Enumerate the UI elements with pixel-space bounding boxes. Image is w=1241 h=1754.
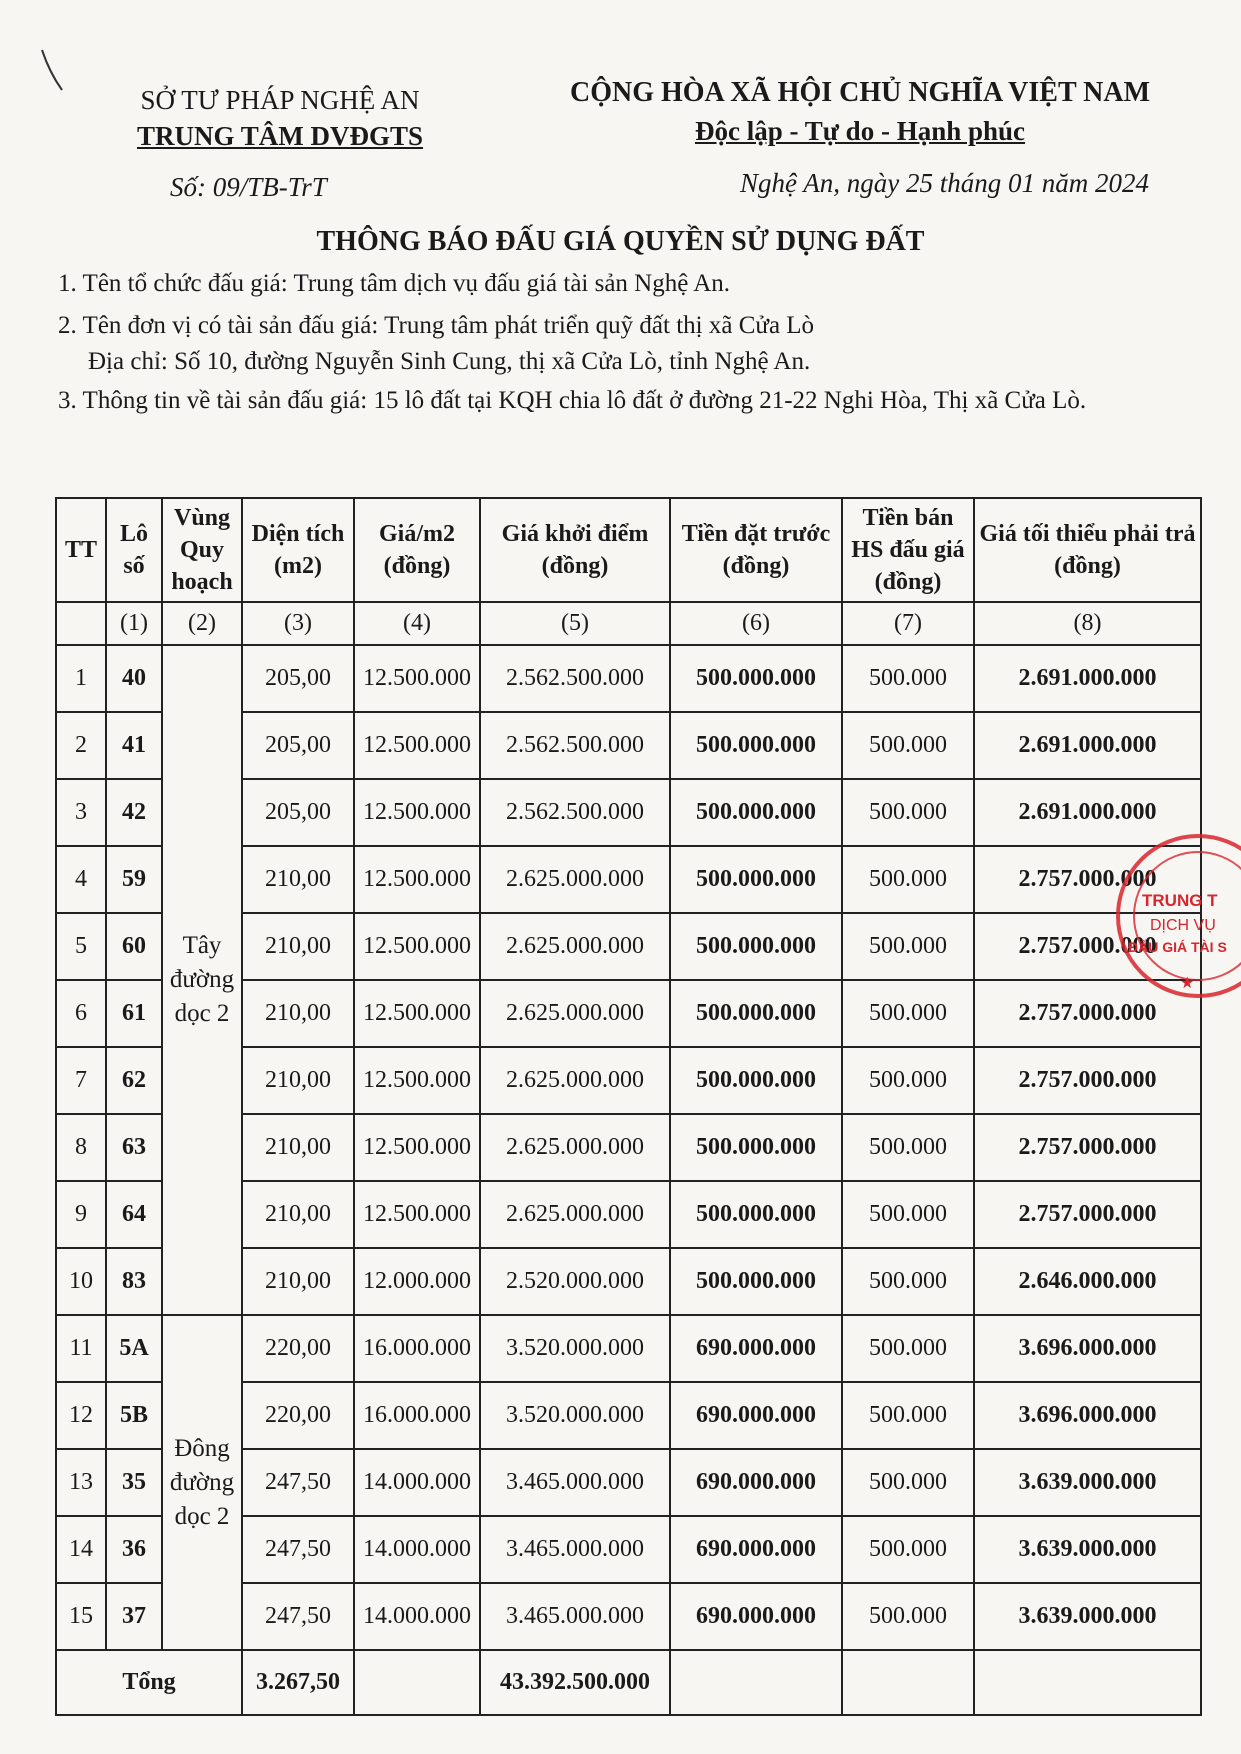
cell-tt: 5 [56, 913, 106, 980]
col-number-empty [56, 602, 106, 645]
col-header-min-payment: Giá tối thiểu phải trả (đồng) [974, 498, 1201, 602]
col-number: (3) [242, 602, 354, 645]
cell-lot: 37 [106, 1583, 162, 1650]
total-empty [354, 1650, 480, 1715]
cell-lot: 40 [106, 645, 162, 712]
cell-dossier-fee: 500.000 [842, 913, 974, 980]
cell-start-price: 2.625.000.000 [480, 1181, 670, 1248]
cell-price-m2: 16.000.000 [354, 1315, 480, 1382]
cell-deposit: 690.000.000 [670, 1516, 842, 1583]
cell-lot: 62 [106, 1047, 162, 1114]
info-item-3: 3. Thông tin về tài sản đấu giá: 15 lô đất tại KQH chia lô đất ở đường 21-22 Nghi Hòa, Thị xã Cửa Lò. [58, 387, 1087, 414]
document-date: Nghệ An, ngày 25 tháng 01 năm 2024 [740, 168, 1149, 198]
col-header-price-m2: Giá/m2 (đồng) [354, 498, 480, 602]
col-header-deposit: Tiền đặt trước (đồng) [670, 498, 842, 602]
issuer-parent: SỞ TƯ PHÁP NGHỆ AN [140, 85, 420, 115]
cell-lot: 36 [106, 1516, 162, 1583]
col-number: (1) [106, 602, 162, 645]
cell-deposit: 500.000.000 [670, 1047, 842, 1114]
cell-price-m2: 14.000.000 [354, 1583, 480, 1650]
cell-deposit: 500.000.000 [670, 779, 842, 846]
cell-dossier-fee: 500.000 [842, 1047, 974, 1114]
cell-start-price: 2.520.000.000 [480, 1248, 670, 1315]
cell-min-payment: 3.696.000.000 [974, 1315, 1201, 1382]
cell-price-m2: 12.500.000 [354, 846, 480, 913]
nation-motto: Độc lập - Tự do - Hạnh phúc [694, 116, 1026, 146]
cell-area: 210,00 [242, 980, 354, 1047]
cell-start-price: 2.625.000.000 [480, 1114, 670, 1181]
cell-price-m2: 12.500.000 [354, 779, 480, 846]
col-header-area: Diện tích (m2) [242, 498, 354, 602]
total-empty [670, 1650, 842, 1715]
cell-area: 210,00 [242, 1114, 354, 1181]
pen-mark [38, 48, 66, 94]
cell-price-m2: 14.000.000 [354, 1449, 480, 1516]
cell-tt: 12 [56, 1382, 106, 1449]
cell-area: 247,50 [242, 1583, 354, 1650]
col-header-start-price: Giá khởi điểm (đồng) [480, 498, 670, 602]
nation-title: CỘNG HÒA XÃ HỘI CHỦ NGHĨA VIỆT NAM [569, 77, 1151, 108]
cell-tt: 15 [56, 1583, 106, 1650]
nation-block [540, 74, 1180, 150]
cell-tt: 10 [56, 1248, 106, 1315]
col-number: (5) [480, 602, 670, 645]
col-number: (7) [842, 602, 974, 645]
cell-min-payment: 2.646.000.000 [974, 1248, 1201, 1315]
info-item-2-address: Địa chỉ: Số 10, đường Nguyễn Sinh Cung, thị xã Cửa Lò, tỉnh Nghệ An. [88, 348, 811, 375]
cell-tt: 14 [56, 1516, 106, 1583]
cell-lot: 60 [106, 913, 162, 980]
cell-start-price: 2.625.000.000 [480, 980, 670, 1047]
cell-dossier-fee: 500.000 [842, 1583, 974, 1650]
table-body [56, 645, 1201, 1650]
cell-dossier-fee: 500.000 [842, 1248, 974, 1315]
cell-lot: 64 [106, 1181, 162, 1248]
cell-area: 205,00 [242, 645, 354, 712]
stamp-text-3: ĐẤU GIÁ TÀI S [1128, 939, 1227, 955]
cell-area: 220,00 [242, 1315, 354, 1382]
cell-dossier-fee: 500.000 [842, 1315, 974, 1382]
cell-start-price: 3.520.000.000 [480, 1382, 670, 1449]
cell-lot: 83 [106, 1248, 162, 1315]
cell-dossier-fee: 500.000 [842, 846, 974, 913]
header-row [56, 498, 1201, 602]
total-row [56, 1650, 1201, 1715]
cell-price-m2: 14.000.000 [354, 1516, 480, 1583]
document-number: Số: 09/TB-TrT [170, 172, 327, 202]
zone-east: Đông đường dọc 2 [162, 1315, 242, 1650]
cell-min-payment: 2.691.000.000 [974, 712, 1201, 779]
issuer-name: TRUNG TÂM DVĐGTS [136, 121, 424, 151]
cell-start-price: 2.625.000.000 [480, 913, 670, 980]
cell-start-price: 3.465.000.000 [480, 1516, 670, 1583]
cell-deposit: 690.000.000 [670, 1315, 842, 1382]
cell-tt: 6 [56, 980, 106, 1047]
cell-price-m2: 12.500.000 [354, 712, 480, 779]
col-number: (6) [670, 602, 842, 645]
cell-start-price: 2.562.500.000 [480, 779, 670, 846]
info-item-1: 1. Tên tổ chức đấu giá: Trung tâm dịch vụ đấu giá tài sản Nghệ An. [58, 270, 731, 297]
table-row [56, 645, 1201, 712]
col-header-lot: Lô số [106, 498, 162, 602]
cell-tt: 2 [56, 712, 106, 779]
cell-dossier-fee: 500.000 [842, 779, 974, 846]
cell-lot: 42 [106, 779, 162, 846]
cell-min-payment: 2.757.000.000 [974, 980, 1201, 1047]
cell-dossier-fee: 500.000 [842, 1181, 974, 1248]
cell-start-price: 3.520.000.000 [480, 1315, 670, 1382]
stamp-star-icon: ★ [1180, 973, 1195, 992]
cell-lot: 41 [106, 712, 162, 779]
col-header-dossier-fee: Tiền bán HS đấu giá (đồng) [842, 498, 974, 602]
cell-dossier-fee: 500.000 [842, 1449, 974, 1516]
cell-dossier-fee: 500.000 [842, 1114, 974, 1181]
cell-deposit: 690.000.000 [670, 1583, 842, 1650]
cell-deposit: 500.000.000 [670, 846, 842, 913]
cell-min-payment: 2.757.000.000 [974, 1181, 1201, 1248]
stamp-text-1: TRUNG T [1142, 891, 1218, 910]
cell-start-price: 2.562.500.000 [480, 712, 670, 779]
auction-table [55, 497, 1202, 1716]
cell-lot: 59 [106, 846, 162, 913]
cell-tt: 1 [56, 645, 106, 712]
total-area: 3.267,50 [242, 1650, 354, 1715]
cell-min-payment: 2.757.000.000 [974, 1047, 1201, 1114]
cell-min-payment: 2.757.000.000 [974, 913, 1201, 980]
cell-area: 205,00 [242, 712, 354, 779]
cell-lot: 5B [106, 1382, 162, 1449]
cell-tt: 13 [56, 1449, 106, 1516]
cell-tt: 3 [56, 779, 106, 846]
cell-lot: 63 [106, 1114, 162, 1181]
cell-price-m2: 12.500.000 [354, 645, 480, 712]
cell-dossier-fee: 500.000 [842, 1382, 974, 1449]
cell-start-price: 2.625.000.000 [480, 1047, 670, 1114]
cell-start-price: 2.625.000.000 [480, 846, 670, 913]
total-start-price: 43.392.500.000 [480, 1650, 670, 1715]
cell-area: 220,00 [242, 1382, 354, 1449]
document-title: THÔNG BÁO ĐẤU GIÁ QUYỀN SỬ DỤNG ĐẤT [316, 226, 925, 257]
cell-price-m2: 12.500.000 [354, 1114, 480, 1181]
cell-deposit: 500.000.000 [670, 980, 842, 1047]
cell-area: 210,00 [242, 913, 354, 980]
col-header-tt: TT [56, 498, 106, 602]
total-label: Tổng [56, 1650, 242, 1715]
issuer-block [100, 82, 460, 154]
info-item-2: 2. Tên đơn vị có tài sản đấu giá: Trung tâm phát triển quỹ đất thị xã Cửa Lò [58, 312, 815, 339]
cell-deposit: 690.000.000 [670, 1449, 842, 1516]
cell-price-m2: 12.500.000 [354, 980, 480, 1047]
cell-min-payment: 2.691.000.000 [974, 779, 1201, 846]
cell-price-m2: 12.500.000 [354, 1047, 480, 1114]
cell-min-payment: 3.639.000.000 [974, 1449, 1201, 1516]
cell-deposit: 500.000.000 [670, 1114, 842, 1181]
cell-price-m2: 12.000.000 [354, 1248, 480, 1315]
zone-west: Tây đường dọc 2 [162, 645, 242, 1315]
cell-start-price: 3.465.000.000 [480, 1583, 670, 1650]
cell-price-m2: 16.000.000 [354, 1382, 480, 1449]
cell-min-payment: 2.757.000.000 [974, 1114, 1201, 1181]
total-empty [974, 1650, 1201, 1715]
cell-deposit: 690.000.000 [670, 1382, 842, 1449]
cell-price-m2: 12.500.000 [354, 913, 480, 980]
cell-tt: 7 [56, 1047, 106, 1114]
total-empty [842, 1650, 974, 1715]
cell-start-price: 2.562.500.000 [480, 645, 670, 712]
red-seal-stamp [1100, 832, 1241, 1002]
cell-area: 210,00 [242, 1248, 354, 1315]
cell-min-payment: 3.639.000.000 [974, 1583, 1201, 1650]
cell-min-payment: 2.691.000.000 [974, 645, 1201, 712]
cell-min-payment: 3.639.000.000 [974, 1516, 1201, 1583]
cell-deposit: 500.000.000 [670, 913, 842, 980]
cell-price-m2: 12.500.000 [354, 1181, 480, 1248]
col-number: (2) [162, 602, 242, 645]
cell-deposit: 500.000.000 [670, 645, 842, 712]
cell-area: 205,00 [242, 779, 354, 846]
cell-min-payment: 3.696.000.000 [974, 1382, 1201, 1449]
col-number: (8) [974, 602, 1201, 645]
cell-area: 247,50 [242, 1449, 354, 1516]
cell-lot: 61 [106, 980, 162, 1047]
cell-deposit: 500.000.000 [670, 1248, 842, 1315]
cell-dossier-fee: 500.000 [842, 980, 974, 1047]
cell-tt: 8 [56, 1114, 106, 1181]
cell-area: 210,00 [242, 1047, 354, 1114]
cell-start-price: 3.465.000.000 [480, 1449, 670, 1516]
column-number-row [56, 602, 1201, 645]
cell-tt: 9 [56, 1181, 106, 1248]
cell-deposit: 500.000.000 [670, 1181, 842, 1248]
cell-area: 247,50 [242, 1516, 354, 1583]
cell-dossier-fee: 500.000 [842, 712, 974, 779]
col-header-zone: Vùng Quy hoạch [162, 498, 242, 602]
table-row [56, 1315, 1201, 1382]
cell-dossier-fee: 500.000 [842, 1516, 974, 1583]
cell-lot: 35 [106, 1449, 162, 1516]
cell-area: 210,00 [242, 846, 354, 913]
cell-area: 210,00 [242, 1181, 354, 1248]
cell-tt: 4 [56, 846, 106, 913]
cell-deposit: 500.000.000 [670, 712, 842, 779]
cell-tt: 11 [56, 1315, 106, 1382]
col-number: (4) [354, 602, 480, 645]
stamp-text-2: DỊCH VỤ [1150, 917, 1216, 934]
cell-dossier-fee: 500.000 [842, 645, 974, 712]
cell-lot: 5A [106, 1315, 162, 1382]
cell-min-payment: 2.757.000.000 [974, 846, 1201, 913]
